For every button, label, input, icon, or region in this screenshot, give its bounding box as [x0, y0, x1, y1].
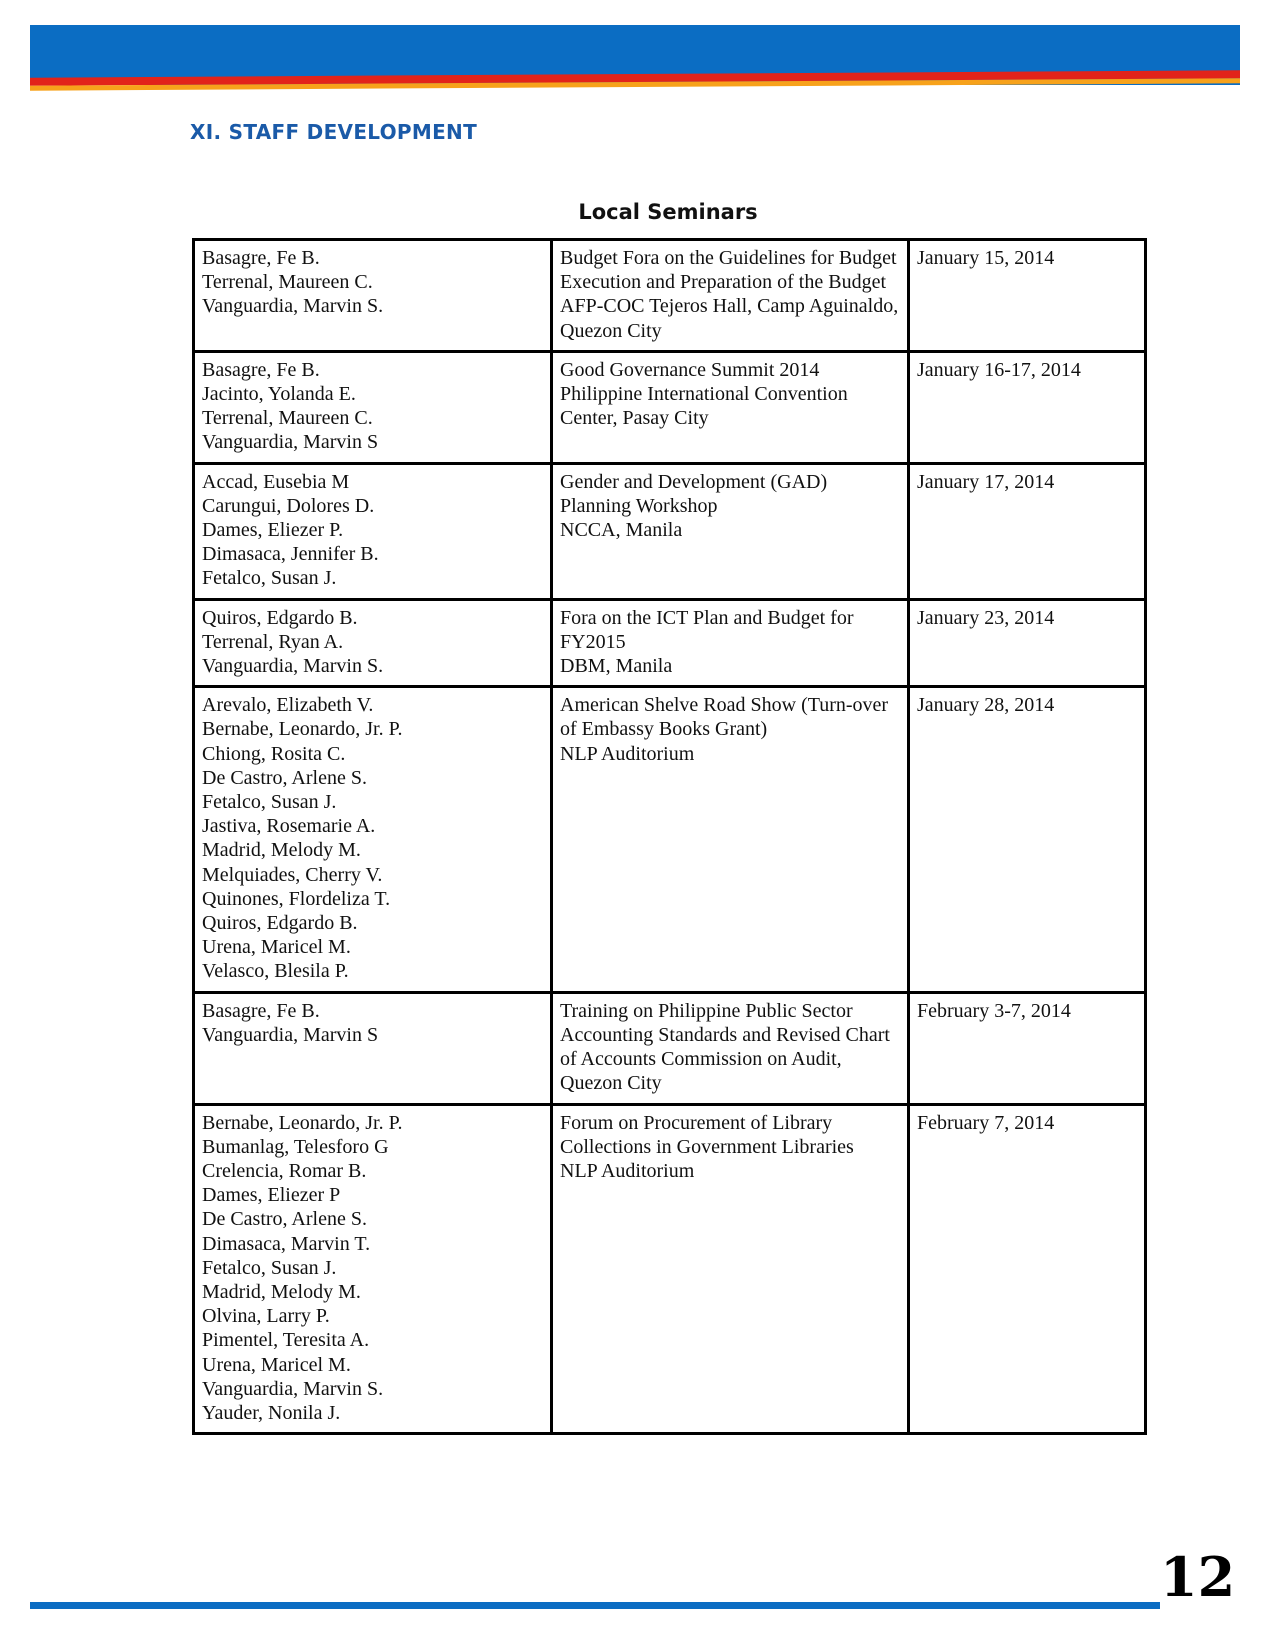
attendees-cell: Quiros, Edgardo B. Terrenal, Ryan A. Vanguardia, Marvin S. — [194, 599, 552, 687]
date-cell: January 16-17, 2014 — [909, 351, 1146, 463]
date-cell: January 15, 2014 — [909, 240, 1146, 352]
attendees-cell: Basagre, Fe B. Terrenal, Maureen C. Vanguardia, Marvin S. — [194, 240, 552, 352]
event-cell: Forum on Procurement of Library Collections in Government Libraries NLP Auditorium — [552, 1104, 909, 1434]
date-cell: February 3-7, 2014 — [909, 992, 1146, 1104]
event-cell: Gender and Development (GAD) Planning Workshop NCCA, Manila — [552, 463, 909, 599]
seminars-table — [192, 238, 1147, 1435]
event-cell: Good Governance Summit 2014 Philippine International Convention Center, Pasay City — [552, 351, 909, 463]
attendees-cell: Arevalo, Elizabeth V. Bernabe, Leonardo, Jr. P. Chiong, Rosita C. De Castro, Arlene S. Fetalco, Susan J. Jastiva, Rosemarie A. Madrid, Melody M. Melquiades, Cherry V. Quinones, Flordeliza T. Quiros, Edgardo B. Urena, Maricel M. Velasco, Blesila P. — [194, 687, 552, 992]
attendees-cell: Basagre, Fe B. Jacinto, Yolanda E. Terrenal, Maureen C. Vanguardia, Marvin S — [194, 351, 552, 463]
event-cell: Training on Philippine Public Sector Accounting Standards and Revised Chart of Accounts Commission on Audit, Quezon City — [552, 992, 909, 1104]
table-row — [194, 687, 1146, 992]
event-cell: Fora on the ICT Plan and Budget for FY2015 DBM, Manila — [552, 599, 909, 687]
table-row — [194, 351, 1146, 463]
section-heading: XI. STAFF DEVELOPMENT — [190, 120, 478, 144]
table-row — [194, 463, 1146, 599]
attendees-cell: Bernabe, Leonardo, Jr. P. Bumanlag, Telesforo G Crelencia, Romar B. Dames, Eliezer P De Castro, Arlene S. Dimasaca, Marvin T. Fetalco, Susan J. Madrid, Melody M. Olvina, Larry P. Pimentel, Teresita A. Urena, Maricel M. Vanguardia, Marvin S. Yauder, Nonila J. — [194, 1104, 552, 1434]
date-cell: January 23, 2014 — [909, 599, 1146, 687]
date-cell: January 17, 2014 — [909, 463, 1146, 599]
event-cell: American Shelve Road Show (Turn-over of Embassy Books Grant) NLP Auditorium — [552, 687, 909, 992]
table-row — [194, 992, 1146, 1104]
date-cell: January 28, 2014 — [909, 687, 1146, 992]
attendees-cell: Basagre, Fe B. Vanguardia, Marvin S — [194, 992, 552, 1104]
attendees-cell: Accad, Eusebia M Carungui, Dolores D. Dames, Eliezer P. Dimasaca, Jennifer B. Fetalco, Susan J. — [194, 463, 552, 599]
event-cell: Budget Fora on the Guidelines for Budget Execution and Preparation of the Budget AFP-COC Tejeros Hall, Camp Aguinaldo, Quezon City — [552, 240, 909, 352]
table-row — [194, 1104, 1146, 1434]
table-title: Local Seminars — [578, 200, 758, 224]
date-cell: February 7, 2014 — [909, 1104, 1146, 1434]
table-row — [194, 599, 1146, 687]
table-row — [194, 240, 1146, 352]
page-number: 12 — [1160, 1545, 1236, 1609]
footer-rule — [30, 1602, 1160, 1609]
